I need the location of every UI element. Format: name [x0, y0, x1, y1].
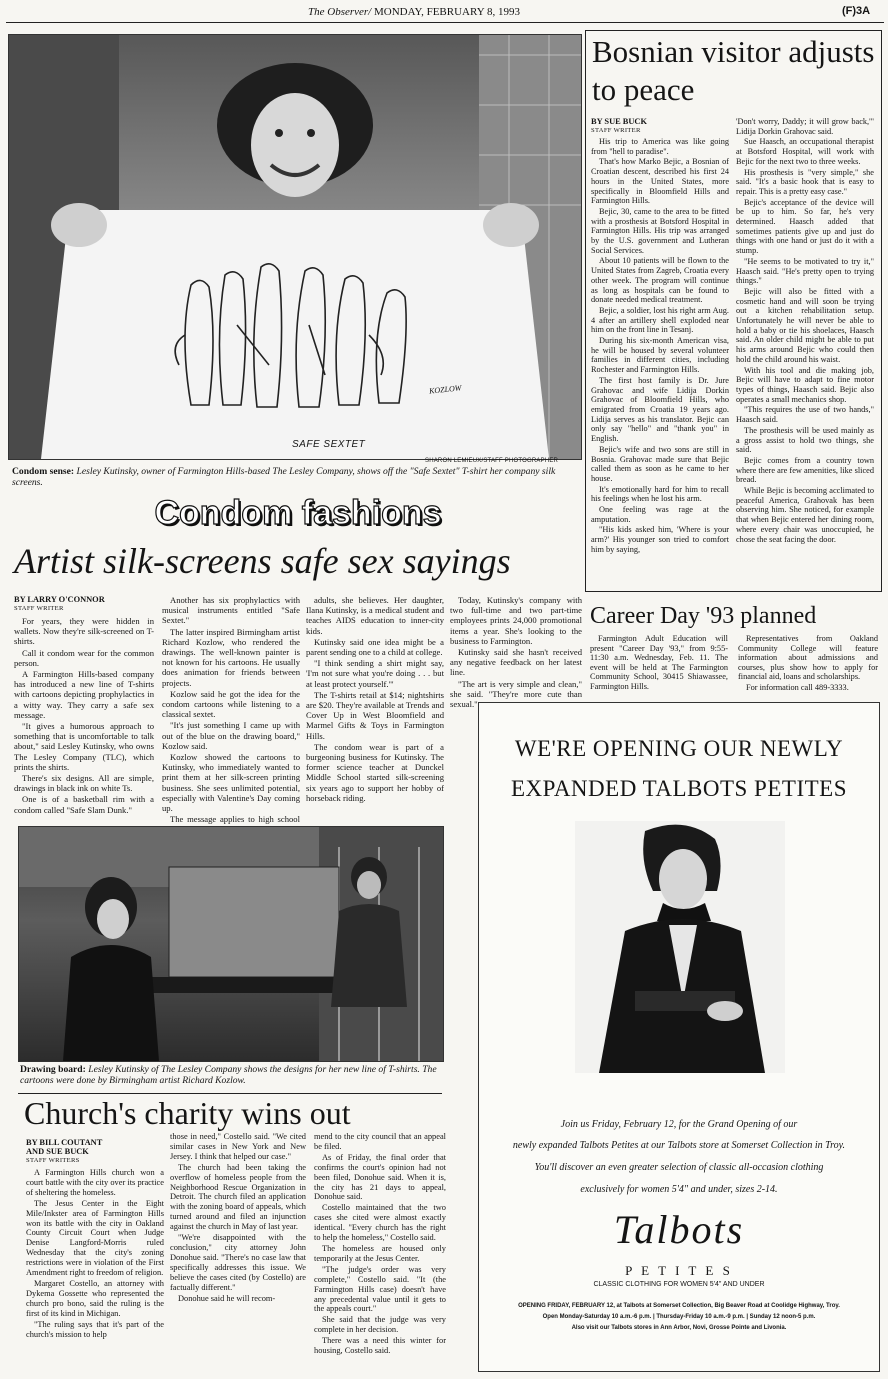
- bosnian-col-1: [591, 117, 729, 556]
- paragraph: As of Friday, the final order that confirms the court's opinion had not been filed, Donohue said. When it is, the city has 21 days to appeal, Donohue said.: [314, 1152, 446, 1202]
- paragraph: That's how Marko Bejic, a Bosnian of Croatian descent, described his first 24 hours in the United States, more specifically in Bloomfield Hills and Farmington Hills.: [591, 157, 729, 206]
- paragraph: Bejic will also be fitted with a cosmetic hand and will soon be trying out a kitchen rehabilitation setup. Unfortunately he will never be able to hold a baby or tie his shoelaces, Haasch said. An older child might be able to put his arms around Bejic who could then hold the child around his waist.: [736, 286, 874, 364]
- caption-text: Lesley Kutinsky, owner of Farmington Hills-based The Lesley Company, shows off the "Safe Sextet" T-shirt her company silk screens.: [12, 466, 556, 488]
- paragraph: Costello maintained that the two cases she cited were almost exactly identical. "Every church has the right to help the homeless," Costello said.: [314, 1203, 446, 1243]
- bosnian-col-2: [736, 117, 874, 545]
- bosnian-headline: Bosnian visitor adjusts to peace: [592, 34, 875, 107]
- paragraph: It's emotionally hard for him to recall his feelings when he lost his arm.: [591, 484, 729, 504]
- paragraph: A Farmington Hills-based company has introduced a new line of T-shirts with cartoons depicting prophylactics in a witty way. They carry a safe sex message.: [14, 669, 154, 720]
- paragraph: Kozlow showed the cartoons to Kutinsky, who immediately wanted to print them at her silk-screen printing business. She sees unlimited potential, especially with Valentine's Day coming up.: [162, 752, 300, 814]
- ad-model-photo: [575, 821, 785, 1073]
- caption-lead: Condom sense:: [12, 466, 75, 477]
- paragraph: "The judge's order was very complete," Costello said. "It (the Farmington Hills case) doesn't have any precedental value until it gets to the appeals court.": [314, 1264, 446, 1314]
- byline-title: STAFF WRITER: [14, 605, 64, 612]
- issue-date: MONDAY, FEBRUARY 8, 1993: [374, 6, 520, 18]
- paragraph: She said that the judge was very complete in her decision.: [314, 1315, 446, 1335]
- paragraph: Bejic's wife and two sons are still in Bosnia. Grahovac made sure that Bejic called them as soon as he came to her house.: [591, 444, 729, 483]
- byline-title: STAFF WRITERS: [26, 1157, 80, 1164]
- paragraph: His prosthesis is "very simple," she said. "It's a basic hook that is easy to repair. This is a pretty easy case.": [736, 167, 874, 196]
- talbots-logo: Talbots: [613, 1207, 745, 1252]
- byline-name: BY SUE BUCK: [591, 117, 647, 126]
- artist-signature: KOZLOW: [428, 383, 462, 396]
- paragraph: The condom wear is part of a burgeoning business for Kutinsky. The former science teacher at Dunckel Middle School started silk-screening six years ago to support her hobby of horseback riding.: [306, 741, 444, 803]
- paragraph: Kutinsky said she hasn't received any negative feedback on her latest line.: [450, 647, 582, 678]
- photo-drawing-board: [18, 826, 444, 1062]
- header-rule: [6, 22, 884, 23]
- church-headline: Church's charity wins out: [24, 1095, 351, 1131]
- photo2-illustration: [19, 827, 443, 1061]
- paragraph: "It's just something I came up with out of the blue on the drawing board," Kozlow said.: [162, 720, 300, 751]
- condom-col-1-text: [14, 616, 154, 815]
- paragraph: those in need," Costello said. "We cited similar cases in New York and New Jersey. I think that helped our case.": [170, 1132, 306, 1161]
- paragraph: The church had been taking the overflow of homeless people from the Neighborhood Rescue Organization in Detroit. The church filed an application with the zoning board of appeals, which turned around and filed an injunction against the church in May of last year.: [170, 1162, 306, 1232]
- paragraph: The homeless are housed only temporarily at the Jesus Center.: [314, 1243, 446, 1263]
- photo-credit: SHARON LEMIEUX/STAFF PHOTOGRAPHER: [425, 458, 559, 464]
- photo-illustration: [9, 35, 581, 459]
- paragraph: Kutinsky said one idea might be a parent sending one to a child at college.: [306, 636, 444, 658]
- paragraph: One feeling was rage at the amputation.: [591, 505, 729, 524]
- caption2-text: Lesley Kutinsky of The Lesley Company shows the designs for her new line of T-shirts. The cartoons were done by Birmingham artist Richard Kozlow.: [20, 1064, 437, 1086]
- byline-name: BY LARRY O'CONNOR: [14, 595, 105, 604]
- condom-col-4: [450, 595, 582, 710]
- church-col-3: [314, 1132, 446, 1357]
- paragraph: Bejic, 30, came to the area to be fitted with a prosthesis at Botsford Hospital in Farmington Hills. His trip was arranged by the U.S. government and Lutheran Social Services.: [591, 206, 729, 255]
- church-col-1-text: [26, 1168, 164, 1339]
- photo-safe-sextet: [8, 34, 582, 460]
- church-col-1: [26, 1138, 164, 1340]
- paragraph: With his tool and die making job, Bejic will have to adapt to fine motor types of things, Haasch said. Bejic also operates a small mechanics shop.: [736, 365, 874, 404]
- paragraph: "I think sending a shirt might say, 'I'm not sure what you're doing . . . but at least protect yourself.'": [306, 658, 444, 689]
- ad-headline-line-2: EXPANDED TALBOTS PETITES: [510, 776, 847, 801]
- photo1-caption: [12, 466, 572, 488]
- paragraph: There was a need this winter for housing, Costello said.: [314, 1336, 446, 1356]
- career-day-headline: Career Day '93 planned: [590, 603, 817, 629]
- byline-name: BY BILL COUTANT: [26, 1138, 103, 1147]
- career-day-col-1: [590, 634, 728, 693]
- ad-body-line-1: Join us Friday, February 12, for the Grand Opening of our: [560, 1119, 798, 1130]
- paragraph: "The ruling says that it's part of the church's mission to help: [26, 1319, 164, 1339]
- bosnian-col-1-text: [591, 137, 729, 555]
- paragraph: A Farmington Hills church won a court battle with the city over its practice of sheltering the homeless.: [26, 1168, 164, 1197]
- paragraph: "The art is very simple and clean," she said. "They're more cute than sexual.": [450, 678, 582, 710]
- caption2-lead: Drawing board:: [20, 1064, 86, 1075]
- model-illustration: [575, 821, 785, 1073]
- condom-kicker: Condom fashions: [154, 494, 442, 532]
- career-day-col-2: [738, 634, 878, 694]
- paragraph: The latter inspired Birmingham artist Richard Kozlow, who rendered the drawings. The well-known painter is not known for his cartoons. He usually does animation for friends between projects.: [162, 626, 300, 688]
- church-byline: [26, 1138, 164, 1165]
- ad-footer-line-2: Open Monday-Saturday 10 a.m.-6 p.m. | Thursday-Friday 10 a.m.-9 p.m. | Sunday 12 noon-5 p.m.: [542, 1314, 816, 1320]
- ad-headline-line-1: WE'RE OPENING OUR NEWLY: [514, 736, 844, 761]
- header-dateline: [308, 6, 520, 18]
- paragraph: The prosthesis will be used mainly as a gross assist to hold two things, she said.: [736, 425, 874, 455]
- paragraph: The message applies to high school: [170, 814, 300, 825]
- paragraph: Margaret Costello, an attorney with Dykema Gossette who represented the church pro bono, said the ruling is the first of its kind in Michigan.: [26, 1278, 164, 1318]
- paragraph: Bejic's acceptance of the device will be up to him. So far, he's very determined. Haasch added that sometimes patients give up and just do things with one hand or just do it with a stump.: [736, 197, 874, 256]
- ad-body-line-2: newly expanded Talbots Petites at our Talbots store at Somerset Collection in Troy.: [512, 1140, 846, 1151]
- paragraph: "He seems to be motivated to try it," Haasch said. "He's pretty open to trying things.": [736, 256, 874, 286]
- paragraph: For years, they were hidden in wallets. Now they're silk-screened on T-shirts.: [14, 616, 154, 647]
- shirt-caption-art: SAFE SEXTET: [292, 439, 366, 450]
- talbots-logo-sub: P E T I T E S: [625, 1263, 733, 1278]
- paragraph: "This requires the use of two hands," Haasch said.: [736, 405, 874, 425]
- condom-headline: Artist silk-screens safe sex sayings: [14, 541, 511, 581]
- bosnian-byline: [591, 117, 729, 135]
- paper-name: The Observer/: [308, 6, 372, 18]
- paragraph: Donohue said he will recom-: [178, 1293, 276, 1303]
- paragraph: Call it condom wear for the common person.: [14, 647, 154, 668]
- condom-col-3: [306, 595, 444, 804]
- talbots-ad: [478, 702, 880, 1372]
- paragraph: "It gives a humorous approach to something that is uncomfortable to talk about," said Lesley Kutinsky, who owns The Lesley Company (TLC), which prints the shirts.: [14, 721, 154, 772]
- ad-footer-line-1: OPENING FRIDAY, FEBRUARY 12, at Talbots at Somerset Collection, Big Beaver Road at Coolidge Highway, Troy.: [518, 1303, 840, 1309]
- condom-byline: [14, 595, 154, 613]
- condom-col-1: [14, 595, 154, 816]
- paragraph: One is of a basketball rim with a condom called "Safe Slam Dunk.": [14, 794, 154, 815]
- paragraph: Bejic comes from a country town where there are few amenities, like sliced bread.: [736, 455, 874, 485]
- paragraph: Another has six prophylactics with musical instruments entitled "Safe Sextet.": [162, 595, 300, 626]
- paragraph: Representatives from Oakland Community College will feature information about admissions and courses, plus show how to apply for financial aid, loans and scholarships.: [738, 634, 878, 682]
- paragraph: Bejic, a soldier, lost his right arm Aug. 4 after an artillery shell exploded near him on the front line in Tesanj.: [591, 305, 729, 335]
- paragraph: The first host family is Dr. Jure Grahovac and wife Lidija Dorkin Grahovac of Bloomfield Hills, who emigrated from Croatia 19 years ago. Lidija serves as his translator. Bejic can only say "hello" and "thank you" in English.: [591, 375, 729, 444]
- ad-body-line-3: You'll discover an even greater selection of classic all-occasion clothing: [534, 1162, 824, 1173]
- paragraph: During his six-month American visa, he will be housed by several volunteer families in different cities, including Rochester and Farmington Hills.: [591, 336, 729, 375]
- paragraph: The Jesus Center in the Eight Mile/Inkster area of Farmington Hills won its battle with the city in Oakland County Circuit Court when Judge Denise Langford-Morris ruled Wednesday that the city's zoning restrictions were in violation of the First Amendment right to freedom of religion.: [26, 1198, 164, 1278]
- church-col-2: [170, 1132, 306, 1304]
- paragraph: The T-shirts retail at $14; nightshirts are $20. They're available at Trends and Cover Up in West Bloomfield and Marmel Gifts & Toys in Farmington Hills.: [306, 689, 444, 741]
- paragraph: His trip to America was like going from "hell to paradise".: [591, 137, 729, 156]
- page-number: (F)3A: [842, 5, 871, 17]
- paragraph: Kozlow said he got the idea for the condom cartoons while listening to a classical sextet.: [162, 688, 300, 720]
- byline-name-2: AND SUE BUCK: [26, 1147, 89, 1156]
- paragraph: About 10 patients will be flown to the United States from Zagreb, Croatia every other week. The program will continue as long as hospitals can be found to donate needed medical treatment.: [591, 256, 729, 305]
- paragraph: "We're disappointed with the conclusion," city attorney John Donohue said. "There's no case law that specifically addresses this issue. We believe the cases cited (by Costello) are factually different.": [170, 1233, 306, 1292]
- paragraph: While Bejic is becoming acclimated to peaceful America, Grahovak has been observing him. She noticed, for example that when Bejic entered her dining room, where every chair was unoccupied, he chose the seat facing the door.: [736, 486, 874, 544]
- paragraph: adults, she believes. Her daughter, Ilana Kutinsky, is a medical student and teaches AIDS education to inner-city kids.: [306, 595, 444, 636]
- paragraph: 'Don't worry, Daddy; it will grow back,'" Lidija Dorkin Grahovac said.: [736, 117, 874, 136]
- career-day-box: [588, 596, 880, 690]
- ad-body-line-4: exclusively for women 5'4" and under, sizes 2-14.: [580, 1184, 778, 1195]
- bosnian-story-box: [585, 30, 882, 592]
- talbots-tagline: CLASSIC CLOTHING FOR WOMEN 5'4" AND UNDER: [593, 1281, 765, 1288]
- paragraph: There's six designs. All are simple, drawings in black ink on white Ts.: [14, 773, 154, 794]
- paragraph: "His kids asked him, 'Where is your arm?' His younger son tried to comfort him by saying,: [591, 525, 729, 554]
- paragraph: mend to the city council that an appeal be filed.: [314, 1132, 446, 1151]
- paragraph: Farmington Adult Education will present "Career Day '93," from 9:55-11:30 a.m. Wednesday, Feb. 11. The event will be held at The Farmington Community School, 30415 Shiawassee, Farmington Hills.: [590, 634, 728, 691]
- ad-footer-line-3: Also visit our Talbots stores in Ann Arbor, Novi, Grosse Pointe and Livonia.: [571, 1325, 787, 1331]
- paragraph: For information call 489-3333.: [746, 682, 849, 692]
- paragraph: Sue Haasch, an occupational therapist at Botsford Hospital, will work with Bejic for the next two to three weeks.: [736, 137, 874, 166]
- byline-title: STAFF WRITER: [591, 127, 641, 134]
- condom-col-2: [162, 595, 300, 836]
- photo2-caption: [20, 1064, 440, 1086]
- page-header: [0, 4, 888, 20]
- paragraph: Today, Kutinsky's company with two full-time and two part-time employees prints 24,000 promotional items a year. She's looking to the business to Farmington.: [450, 595, 582, 646]
